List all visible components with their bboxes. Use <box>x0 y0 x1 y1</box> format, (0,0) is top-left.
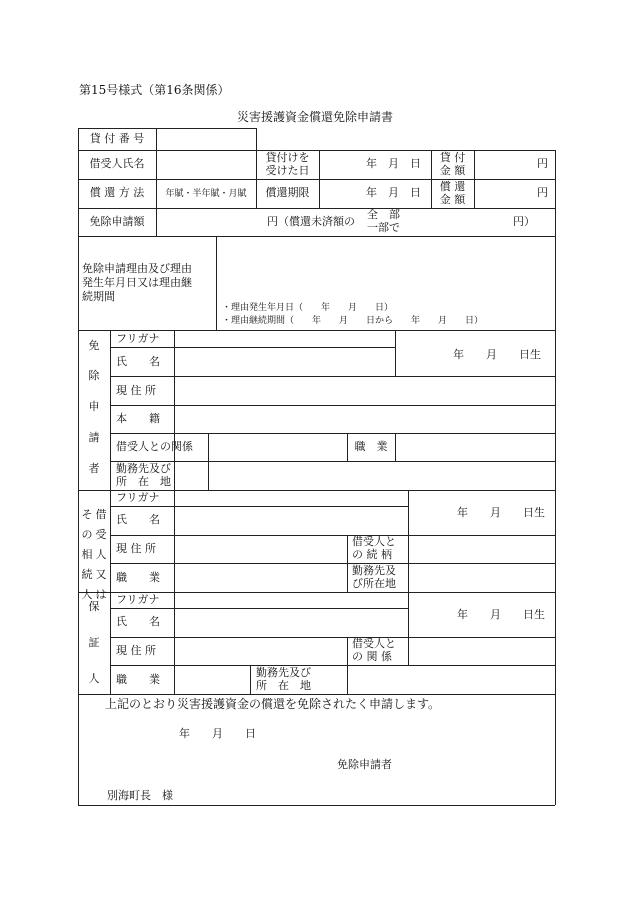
borrower-name-field[interactable] <box>157 151 255 178</box>
loan-amount-yen[interactable]: 円 <box>537 157 548 170</box>
guarantor-work-label-1: 勤務先及び <box>256 666 311 679</box>
repay-method-options[interactable]: 年賦・半年賦・月賦 <box>165 189 247 199</box>
form-number: 第15号様式（第16条関係） <box>79 83 230 97</box>
repay-amount-label-2: 金 額 <box>439 193 466 206</box>
heir-address-label: 現 住 所 <box>116 542 156 555</box>
loan-date-ymd[interactable]: 年 月 日 <box>366 157 421 170</box>
guarantor-name-field[interactable] <box>175 593 407 636</box>
applicant-work-label-2: 所 在 地 <box>116 475 171 488</box>
applicant-domicile-field[interactable] <box>175 406 554 432</box>
loan-amount-label-2: 金 額 <box>439 164 466 177</box>
reason-field[interactable] <box>217 237 554 297</box>
applicant-address-field[interactable] <box>175 377 554 404</box>
loan-date-label-1: 貸付けを <box>265 151 310 164</box>
applicant-relation-label: 借受人との関係 <box>116 440 193 453</box>
applicant-occupation-field[interactable] <box>396 434 554 460</box>
applicant-furigana-label: フリガナ <box>116 332 160 345</box>
guarantor-address-field[interactable] <box>175 638 346 664</box>
applicant-domicile-label: 本 籍 <box>116 412 160 425</box>
guarantor-birth-date[interactable]: 年 月 日生 <box>457 608 545 621</box>
repay-amount-yen[interactable]: 円 <box>537 186 548 199</box>
heir-name-label: 氏 名 <box>116 513 160 526</box>
heir-side-label-2: その相続人 <box>81 508 93 601</box>
applicant-birth-date[interactable]: 年 月 日生 <box>453 348 541 361</box>
loan-number-field[interactable] <box>157 129 255 149</box>
guarantor-relation-label-1: 借受人と <box>352 637 396 650</box>
application-statement: 上記のとおり災害援護資金の償還を免除されたく申請します。 <box>105 697 441 711</box>
heir-occupation-label: 職 業 <box>116 571 160 584</box>
borrower-name-label: 借受人氏名 <box>89 157 145 170</box>
guarantor-occupation-label: 職 業 <box>116 673 160 686</box>
heir-side-label-1: 借受人又は <box>95 508 107 601</box>
guarantor-occupation-field[interactable] <box>175 666 249 693</box>
guarantor-work-label-2: 所 在 地 <box>256 679 311 692</box>
loan-amount-label-1: 貸 付 <box>439 151 466 164</box>
reason-label-2: 発生年月日又は理由継 <box>82 276 192 289</box>
guarantor-furigana-label: フリガナ <box>116 593 160 606</box>
exemption-amount-label: 免除申請額 <box>89 215 145 228</box>
heir-birth-date[interactable]: 年 月 日生 <box>457 506 545 519</box>
exemption-part[interactable]: 一部で <box>367 221 400 234</box>
reason-occur-date[interactable]: ・理由発生年月日（ 年 月 日） <box>222 303 394 313</box>
applicant-address-label: 現 住 所 <box>116 384 156 397</box>
applicant-relation-field[interactable] <box>209 434 346 460</box>
exemption-yen-close: 円） <box>513 215 535 228</box>
reason-label-1: 免除申請理由及び理由 <box>82 262 192 275</box>
heir-furigana-label: フリガナ <box>116 491 160 504</box>
applicant-name-label: 氏 名 <box>116 355 160 368</box>
applicant-occupation-label: 職 業 <box>354 440 388 453</box>
heir-address-field[interactable] <box>175 536 346 562</box>
guarantor-name-label: 氏 名 <box>116 615 160 628</box>
loan-date-label-2: 受けた日 <box>265 164 310 177</box>
exemption-amount-mid[interactable]: 円（償還未済額の <box>267 215 355 228</box>
heir-relation-label-1: 借受人と <box>352 535 396 548</box>
guarantor-relation-field[interactable] <box>409 638 554 664</box>
reason-label-3: 続期間 <box>82 290 115 303</box>
applicant-work-label-1: 勤務先及び <box>116 462 171 475</box>
reason-continue-period[interactable]: ・理由継続期間（ 年 月 日から 年 月 日） <box>222 316 484 326</box>
heir-work-field[interactable] <box>409 564 554 591</box>
addressee: 別海町長 様 <box>107 789 173 802</box>
heir-relation-field[interactable] <box>409 536 554 562</box>
repay-deadline-label: 償還期限 <box>265 186 310 199</box>
heir-work-label-1: 勤務先及 <box>352 564 396 577</box>
repay-amount-label-1: 償 還 <box>439 180 466 193</box>
applicant-work-field[interactable] <box>209 462 554 489</box>
application-date[interactable]: 年 月 日 <box>179 727 256 740</box>
repay-deadline-ymd[interactable]: 年 月 日 <box>366 186 421 199</box>
guarantor-relation-label-2: の 関 係 <box>352 650 392 663</box>
form-title: 災害援護資金償還免除申請書 <box>236 110 393 124</box>
repay-method-label: 償 還 方 法 <box>89 186 145 199</box>
loan-number-label: 貸 付 番 号 <box>89 132 145 145</box>
guarantor-work-field[interactable] <box>348 666 554 693</box>
applicant-name-field[interactable] <box>175 331 394 375</box>
heir-name-field[interactable] <box>175 491 407 534</box>
applicant-signature-field[interactable] <box>400 754 550 774</box>
applicant-signature-label: 免除申請者 <box>337 758 392 771</box>
heir-relation-label-2: の 続 柄 <box>352 548 392 561</box>
guarantor-address-label: 現 住 所 <box>116 644 156 657</box>
heir-work-label-2: び所在地 <box>352 577 396 590</box>
exemption-all[interactable]: 全 部 <box>367 208 400 221</box>
heir-occupation-field[interactable] <box>175 564 346 591</box>
